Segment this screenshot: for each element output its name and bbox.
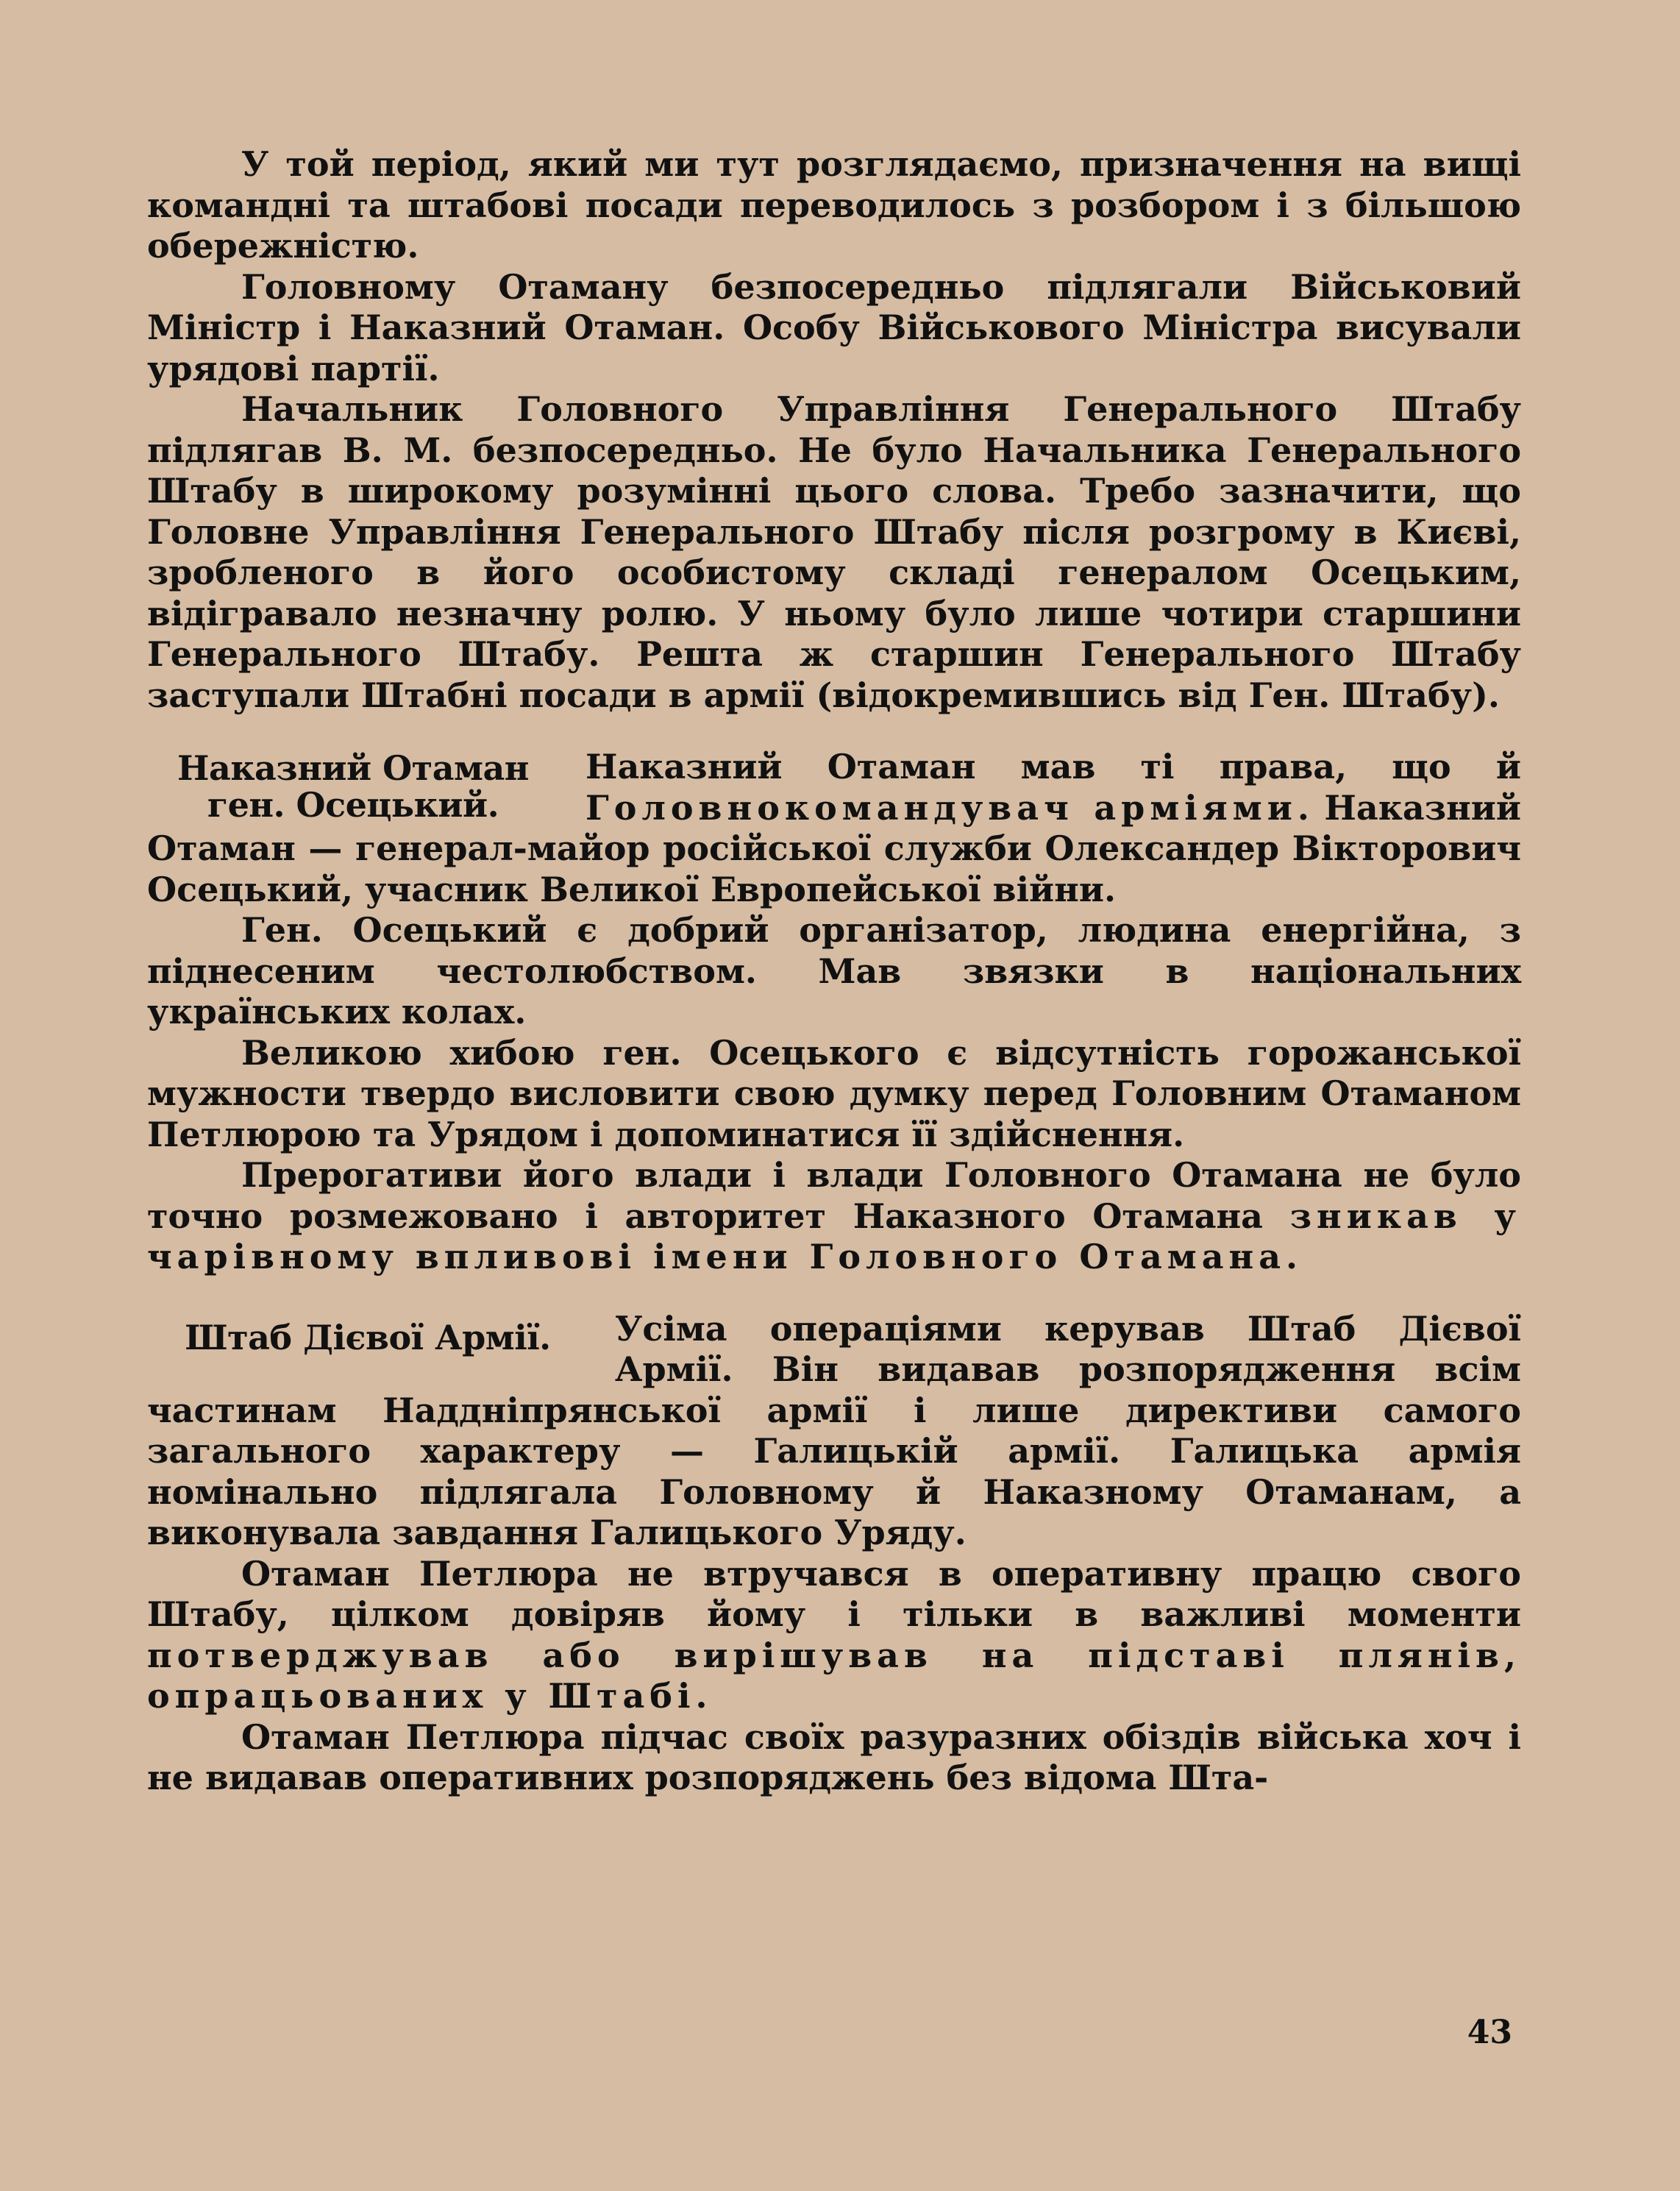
page-body [147,144,1521,1799]
paragraph-petliura-trips: Отаман Петлюра підчас своїх разуразних обіздів війська хоч і не видавав оперативних розпоряджень без відома Шта- [147,1716,1521,1797]
side-heading-line-2: ген. Осецький. [207,785,499,825]
paragraph-staff-operations: Усіма операціями керував Штаб Дієвої Армії. Він видавав розпорядження всім частинам Наддніпрянської армії і лише директиви самого загального характеру — Галицькій армії. Галицька армія номінально підлягала Головному й Наказному Отаманам, а виконувала завдання Галицького Уряду. [147,1308,1521,1552]
paragraph-appointments: У той період, який ми тут розглядаємо, призначення на вищі командні та штабові посади переводилось з розбором і з більшою обережністю. [147,144,1521,266]
paragraph-osetsky-character: Ген. Осецький є добрий організатор, людина енергійна, з піднесеним честолюбством. Мав звязки в національних українських колах. [147,910,1521,1031]
section-army-staff [147,1309,1521,1799]
ataman-rights-text-b: . Наказний Отаман — генерал-майор російської служби Олександер Вікторович Осецький, учасник Великої Европейської війни. [147,787,1521,909]
section-acting-ataman [147,747,1521,1278]
petliura-trust-spaced: потверджував або вирішував на підставі плянів, опрацьованих у Штабі. [147,1635,1521,1716]
ataman-rights-text-a: Наказний Отаман мав ті права, що й [585,747,1521,786]
page-number: 43 [1467,2014,1512,2051]
prerogatives-text: Прерогативи його влади і влади Головного Отамана не було точно розмежовано і авторитет Наказного Отамана [147,1155,1521,1236]
side-heading-acting-ataman [147,750,559,823]
prerogatives-spaced: зникав у чарівному впливові імени Головного Отамана. [147,1196,1522,1276]
side-heading-army-staff-text: Штаб Дієвої Армії. [185,1317,551,1357]
petliura-trust-text: Отаман Петлюра не втручався в оперативну працю свого Штабу, цілком довіряв йому і тільки в важливі моменти [147,1553,1521,1634]
paragraph-subordination: Головному Отаману безпосередньо підлягали Військовий Міністр і Наказний Отаман. Особу Військового Міністра висували урядові партії. [147,266,1521,388]
ataman-rights-spaced: Головнокомандувач арміями [585,787,1298,828]
paragraph-general-staff: Начальник Головного Управління Генерального Штабу підлягав В. М. безпосередньо. Не було Начальника Генерального Штабу в широкому розумінні цього слова. Требо зазначити, що Головне Управління Генерального Штабу після розгрому в Києві, зробленого в його особистому складі генералом Осецьким, відігравало незначну ролю. У ньому було лише чотири старшини Генерального Штабу. Решта ж старшин Генерального Штабу заступали Штабні посади в армії (відокремившись від Ген. Штабу). [147,389,1521,715]
paragraph-prerogatives [147,1155,1521,1278]
paragraph-petliura-trust [147,1554,1521,1717]
paragraph-osetsky-flaw: Великою хибою ген. Осецького є відсутність горожанської мужности твердо висловити свою думку перед Головним Отаманом Петлюрою та Урядом і допоминатися її здійснення. [147,1032,1521,1154]
side-heading-line-1: Наказний Отаман [177,748,529,788]
side-heading-army-staff [147,1319,588,1356]
